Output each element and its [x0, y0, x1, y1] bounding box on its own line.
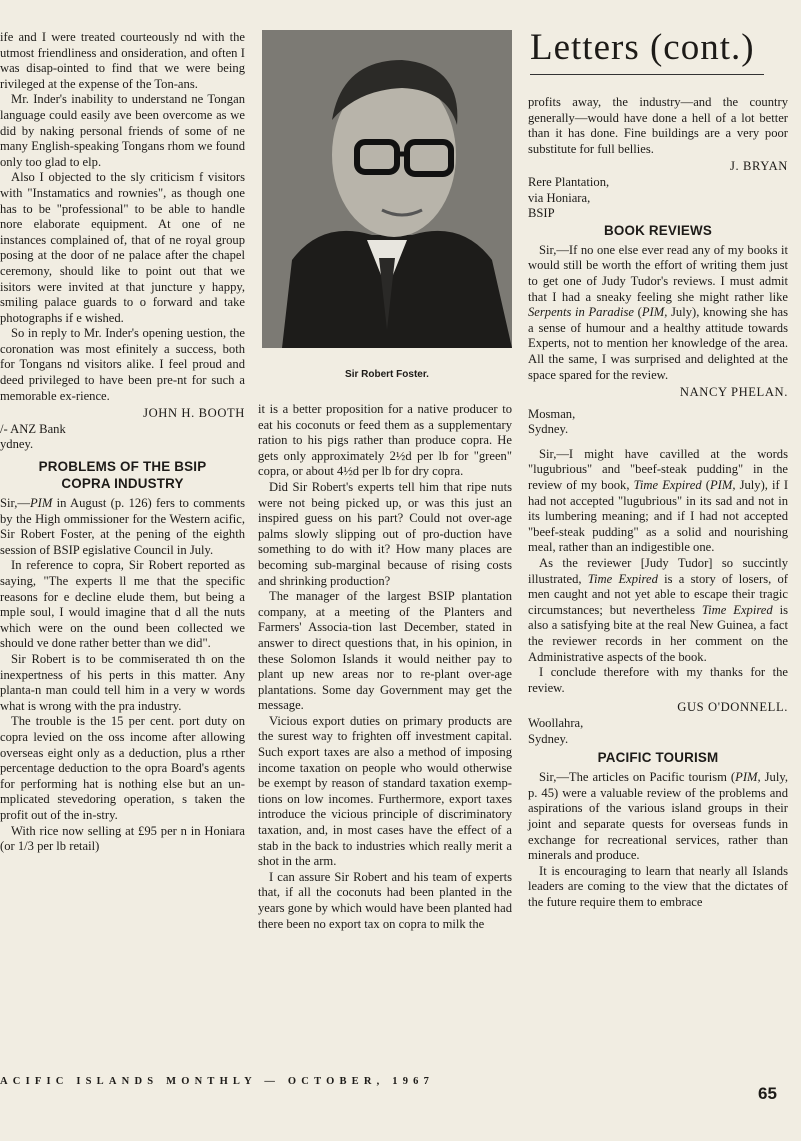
text-run: (	[701, 478, 710, 493]
title-rule	[530, 74, 764, 75]
paragraph	[0, 496, 245, 558]
paragraph: ife and I were treated courteously nd with the utmost friendliness and onsideration, and often I was disap-ointed to find that we were being rivileged at the expense of the Ton-ans.	[0, 30, 245, 91]
paragraph: The trouble is the 15 per cent. port duty on copra levied on the oss income after allowing overseas eight only as a deduction, plus a rther percentage deduction to the opra Board's agents for performing hat is nothing else but an un-mplicated stevedoring operation, s taken the profit out of the in-stry.	[0, 714, 245, 822]
paragraph: It is encouraging to learn that nearly all Islands leaders are coming to the view that the dictates of the future require them to embrace	[528, 863, 788, 909]
address-line: Rere Plantation,	[528, 174, 610, 189]
page-title: Letters (cont.)	[530, 27, 755, 68]
signature: GUS O'DONNELL.	[677, 700, 788, 715]
text-run: is a story of losers, of men caught and not yet able to escape their tragic circumstances; but nevertheless	[528, 571, 788, 617]
paragraph	[528, 556, 788, 665]
text-run: Sir,—I might have cavilled at the words "lugubrious" and "beef-steak pudding" in the review of my book,	[528, 446, 788, 493]
signature: J. BRYAN	[730, 159, 788, 174]
section-heading	[0, 458, 245, 492]
page-number: 65	[758, 1084, 777, 1103]
paragraph: Also I objected to the sly criticism f visitors with "Instamatics and rownies", as though one has to be "professional" to be able to handle nore elaborate equipment. At one of ne instances complained of, that of ne royal group posing at the door of ne palace after the chapel ceremony, should like to point out that we isitors were invited at that juncture y happy, smiling palace guards to o forward and take photographs if e wished.	[0, 170, 245, 325]
text-run: Sir,—If no one else ever read any of my books it would still be worth the effort of writing them just to get one of Judy Tudor's reviews. I must admit that I had a sneaky feeling she might rather like	[528, 242, 788, 304]
paragraph: The manager of the largest BSIP plantation company, at a meeting of the Planters and Farmers' Associa-tion last December, stated in answer to direct questions that, in his opinion, in these Solomon Islands it would neither pay to plant up new areas nor to re-plant over-age plantations. Some day Government may get the message.	[258, 589, 512, 713]
address-line: Sydney.	[528, 422, 569, 437]
column-right	[528, 95, 788, 911]
text-run: July, p. 45) were a valuable review of the problems and aspirations of the various island groups in their joint and separate quests for overseas funds in exchange for recreational services, rather than minerals and produce.	[528, 770, 788, 863]
paragraph: I can assure Sir Robert and his team of experts that, if all the coconuts had been planted in the years gone by which would have been planted had there been no export tax on copra to milk the	[258, 869, 512, 931]
paragraph	[528, 770, 788, 864]
address-line: ydney.	[0, 437, 34, 452]
text-run: is also a satisfying bite at the real New Guinea, a fact the reviewer records in her comment on the Administrative aspects of the book.	[528, 602, 788, 664]
portrait-photo	[262, 30, 512, 348]
italic-text: Time Expired	[587, 571, 658, 586]
running-footer: ACIFIC ISLANDS MONTHLY — OCTOBER, 1967	[0, 1076, 435, 1087]
paragraph	[528, 243, 788, 383]
text-run: in August (p. 126) fers to comments by the High ommissioner for the Western acific, Sir Robert Foster, at the pening of the eighth session of BSIP egislative Council in July.	[0, 496, 245, 557]
paragraph: I conclude therefore with my thanks for the review.	[528, 665, 788, 695]
italic-text: PIM,	[735, 770, 761, 785]
address-line: BSIP	[528, 206, 555, 221]
text-run: July), if I had not accepted "lugubrious" in its sad and not in its lumbering meaning; and if I had not accepted "beef-steak pudding" as a solid and nourishing meal, rather than an indigestible one.	[528, 478, 789, 555]
heading-line: PROBLEMS OF THE BSIP	[38, 459, 207, 475]
address-line: via Honiara,	[528, 190, 591, 205]
paragraph: it is a better proposition for a native producer to eat his coconuts or feed them as a supplementary ration to his pigs rather than produce copra. He gets only approximately 2½d per lb for "green" copra, or about 4½d per lb for dry copra.	[258, 402, 512, 479]
text-run: Sir,—The articles on Pacific tourism (	[539, 770, 736, 785]
paragraph: Did Sir Robert's experts tell him that ripe nuts were not being picked up, or was this just an inspired guess on his part? Could not over-age palms slowly slipping out of pro-duction have something to do with it? How many places are becoming sub-marginal because of rising costs and shrinking production?	[258, 479, 512, 588]
section-heading: BOOK REVIEWS	[603, 222, 713, 238]
italic-text: Time Expired	[701, 602, 773, 617]
text-run: (	[633, 305, 642, 320]
text-run: As the reviewer [Judy Tudor] so succintly illustrated,	[528, 556, 788, 586]
italic-text: PIM,	[709, 478, 736, 493]
photo-caption: Sir Robert Foster.	[345, 369, 429, 380]
italic-text: Time Expired	[633, 478, 702, 493]
paragraph: With rice now selling at £95 per n in Honiara (or 1/3 per lb retail)	[0, 823, 245, 854]
section-heading: PACIFIC TOURISM	[597, 750, 719, 766]
paragraph: profits away, the industry—and the country generally—would have done a hell of a lot better than it has done. Fine buildings are a very poor substitute for full bellies.	[528, 95, 788, 156]
text-run: July), knowing she has a sense of humour and a healthy attitude towards Experts, not to mention her knowledge of the area. All the same, I was surprised and delighted at the space spared for the review.	[528, 305, 788, 382]
address-line: Woollahra,	[528, 715, 584, 730]
address-line: Sydney.	[528, 731, 569, 746]
heading-line: COPRA INDUSTRY	[61, 476, 184, 492]
paragraph: Sir Robert is to be commiserated th on the inexpertness of his perts in this matter. Any planta-n man could tell him in a very w words what is wrong with the pra industry.	[0, 651, 245, 713]
signature: JOHN H. BOOTH	[143, 406, 245, 421]
signature: NANCY PHELAN.	[679, 385, 788, 400]
paragraph: Mr. Inder's inability to understand ne Tongan language could easily ave been overcome as we did by naking personal friends of some of ne many English-speaking Tongans rhom we found only too glad to elp.	[0, 92, 245, 169]
italic-text: PIM	[29, 496, 53, 511]
italic-text: PIM,	[641, 305, 668, 320]
text-run: Sir,—	[0, 496, 30, 511]
address-line: Mosman,	[528, 406, 576, 421]
paragraph	[528, 447, 788, 556]
italic-text: Serpents in Paradise	[528, 305, 634, 320]
column-middle	[258, 402, 512, 932]
paragraph: Vicious export duties on primary products are the surest way to frighten off investment capital. Such export taxes are also a method of imposing income taxation on people who would otherwise be exempt by reason of standard taxation exemp-tions on low incomes. Furthermore, export taxes introduce the vicious principle of discriminatory taxation, and, in most cases have the effect of a stab in the back to industries which really merit a shot in the arm.	[258, 713, 512, 869]
paragraph: In reference to copra, Sir Robert reported as saying, "The experts ll me that the specific reasons for e decline elude them, but being a mple soul, I would imagine that d all the nuts which were on the ound been collected we should ve done rather better than we did".	[0, 558, 245, 651]
column-left	[0, 30, 245, 855]
address-line: /- ANZ Bank	[0, 421, 66, 436]
paragraph: So in reply to Mr. Inder's opening uestion, the coronation was most efinitely a success, both for Tongans nd visitors alike. I feel proud and deed privileged to have been pre-nt for such a memorable ex-rience.	[0, 326, 245, 403]
